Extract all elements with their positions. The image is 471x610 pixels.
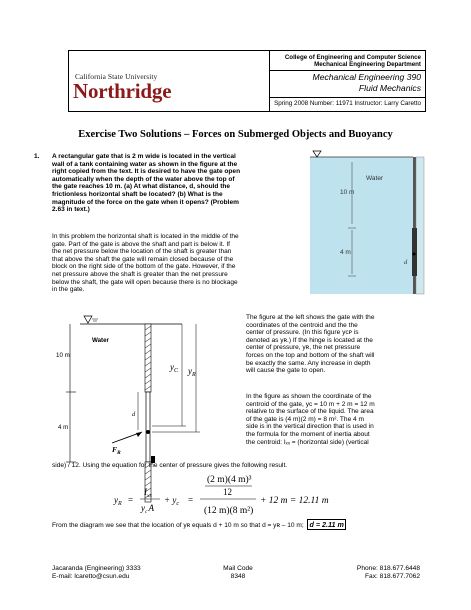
- page-title: Exercise Two Solutions – Forces on Submerged Objects and Buoyancy: [78, 129, 393, 140]
- statement-line: wall of a tank containing water as shown in the figure at the: [52, 160, 238, 168]
- problem-number: 1.: [34, 153, 40, 160]
- header-divider-1: [269, 70, 425, 71]
- paragraph-line: be exactly the same. Any increase in depth: [246, 359, 371, 367]
- paragraph-line: In the figure as shown the coordinate of the: [246, 393, 372, 400]
- hinge-shaft: [413, 253, 416, 256]
- paragraph-line: block on the right side of the bottom of the gate. However, if the: [52, 263, 236, 271]
- eq-ixx: $I_{xx}$: [144, 487, 152, 499]
- eq-yc-a: $y_cA$: [141, 503, 154, 515]
- water-region: [310, 157, 413, 294]
- yc-label: $y_C$: [170, 362, 179, 374]
- paragraph-centroid-cont: side) / 12. Using the equation for the center of pressure gives the following result.: [52, 462, 288, 469]
- eq-denominator: (12 m)(8 m²): [204, 506, 254, 516]
- paragraph-line: below the shaft, the gate will open because there is no blockage: [52, 278, 238, 286]
- conclusion-line: [52, 521, 471, 530]
- statement-line: the gate reaches 10 m. (a) At what distance, d, should the: [52, 183, 231, 191]
- eq-div-12: 12: [223, 487, 232, 497]
- surface-marker-icon: [84, 316, 92, 323]
- paragraph-line: will cause the gate to open.: [246, 367, 326, 375]
- paragraph-line: the centroid: Iₓₓ = (horizontal side) (vertical: [246, 438, 369, 446]
- paragraph-line: in the gate.: [52, 286, 85, 294]
- eq-result: + 12 m = 12.11 m: [260, 496, 329, 506]
- statement-line: right copied from the text. It is desired to have the gate open: [52, 168, 241, 176]
- statement-line: A rectangular gate that is 2 m wide is located in the vertical: [52, 153, 236, 160]
- d-label: d: [404, 259, 408, 266]
- paragraph-line: coordinates of the centroid and the the: [246, 321, 358, 329]
- header-course-title: Fluid Mechanics: [358, 83, 421, 93]
- footer-email: E-mail: lcaretto@csun.edu: [52, 572, 130, 580]
- footer-middle: [213, 565, 263, 581]
- paragraph-line: The figure at the left shows the gate with the: [246, 314, 375, 321]
- paragraph-line: center of pressure, yʀ, the net pressure: [246, 344, 361, 352]
- water-label: Water: [92, 337, 109, 344]
- eq-equals: =: [128, 495, 134, 505]
- header-table: [68, 50, 426, 112]
- conclusion-text: From the diagram we see that the location of yʀ equals d + 10 m so that d = yʀ – 10 m;: [52, 522, 304, 529]
- statement-line: frictionless horizontal shaft be located? (b) What is the: [52, 190, 223, 198]
- paragraph-line: center of pressure. (In this figure yᴄᴘ is: [246, 329, 359, 337]
- header-department: Mechanical Engineering Department: [314, 61, 421, 68]
- statement-line: magnitude of the force on the gate when it opens? (Problem: [52, 198, 239, 206]
- paragraph-explanation: [52, 233, 302, 294]
- paragraph-line: that above the shaft the gate will remain closed because of the: [52, 255, 234, 263]
- footer-fax: Fax: 818.677.7062: [365, 572, 420, 580]
- yr-label: $y_R$: [188, 366, 196, 378]
- eq-plus-yc: + $y_c$: [164, 495, 179, 507]
- paragraph-line: net pressure above the shaft is greater than the net pressure: [52, 270, 228, 278]
- footer-left: [52, 565, 141, 581]
- figure-tank-right: [300, 150, 425, 295]
- gate-height-label: 4 m: [340, 249, 351, 256]
- logo-university-name: California State University: [75, 72, 158, 81]
- paragraph-line: the net pressure below the location of the shaft is greater than: [52, 248, 232, 256]
- paragraph-line: In this problem the horizontal shaft is located in the middle of the: [52, 233, 239, 240]
- surface-marker-icon: [313, 151, 321, 157]
- hinge-shaft: [146, 430, 150, 434]
- footer-mail-code: 8348: [230, 572, 246, 580]
- footer-mail-code-label: Mail Code: [223, 565, 253, 572]
- paragraph-centroid: [246, 393, 451, 446]
- paragraph-line: gate. Part of the gate is above the shaft and part is below it. If: [52, 240, 230, 248]
- paragraph-line: of the gate is (4 m)(2 m) = 8 m². The 4 m: [246, 415, 364, 423]
- fr-label: $F_R$: [112, 445, 121, 456]
- footer-right: [320, 565, 420, 581]
- statement-line: 2.63 in text.): [52, 206, 90, 214]
- paragraph-line: centroid of the gate, yᴄ = 10 m + 2 m = 12 m: [246, 400, 375, 408]
- paragraph-line: the formula for the moment of inertia about: [246, 430, 370, 438]
- eq-numerator: (2 m)(4 m)³: [207, 475, 252, 485]
- depth-label: 10 m: [340, 189, 355, 196]
- paragraph-figure-description: [246, 314, 446, 375]
- footer-address: Jacaranda (Engineering) 3333: [52, 565, 141, 572]
- answer-box: d = 2.11 m: [309, 520, 344, 529]
- depth-label: 10 m: [56, 352, 70, 359]
- d-label: d: [132, 411, 136, 418]
- header-term-info: Spring 2008 Number: 11971 Instructor: Larry Caretto: [274, 100, 421, 107]
- eq-lhs: $y_R$: [114, 495, 122, 507]
- paragraph-line: side is in the vertical direction that is used in: [246, 423, 374, 431]
- eq-equals-2: =: [188, 495, 194, 505]
- problem-statement: [52, 153, 302, 214]
- gate-height-label: 4 m: [58, 424, 69, 431]
- footer-phone: Phone: 818.677.6448: [356, 565, 420, 572]
- water-label: Water: [366, 175, 384, 182]
- header-course: Mechanical Engineering 390: [312, 72, 421, 82]
- force-arrow-icon: [136, 432, 142, 437]
- paragraph-line: relative to the surface of the liquid. The area: [246, 408, 374, 416]
- header-divider-2: [269, 97, 425, 98]
- paragraph-line: denoted as yʀ.) If the hinge is located at the: [246, 336, 373, 344]
- gate: [412, 228, 417, 276]
- paragraph-line: forces on the top and bottom of the shaft will: [246, 351, 375, 359]
- logo-northridge: Northridge: [73, 79, 172, 103]
- gate: [146, 392, 150, 462]
- header-college: College of Engineering and Computer Science: [284, 54, 421, 61]
- statement-line: automatically when the depth of the water above the top of: [52, 175, 235, 183]
